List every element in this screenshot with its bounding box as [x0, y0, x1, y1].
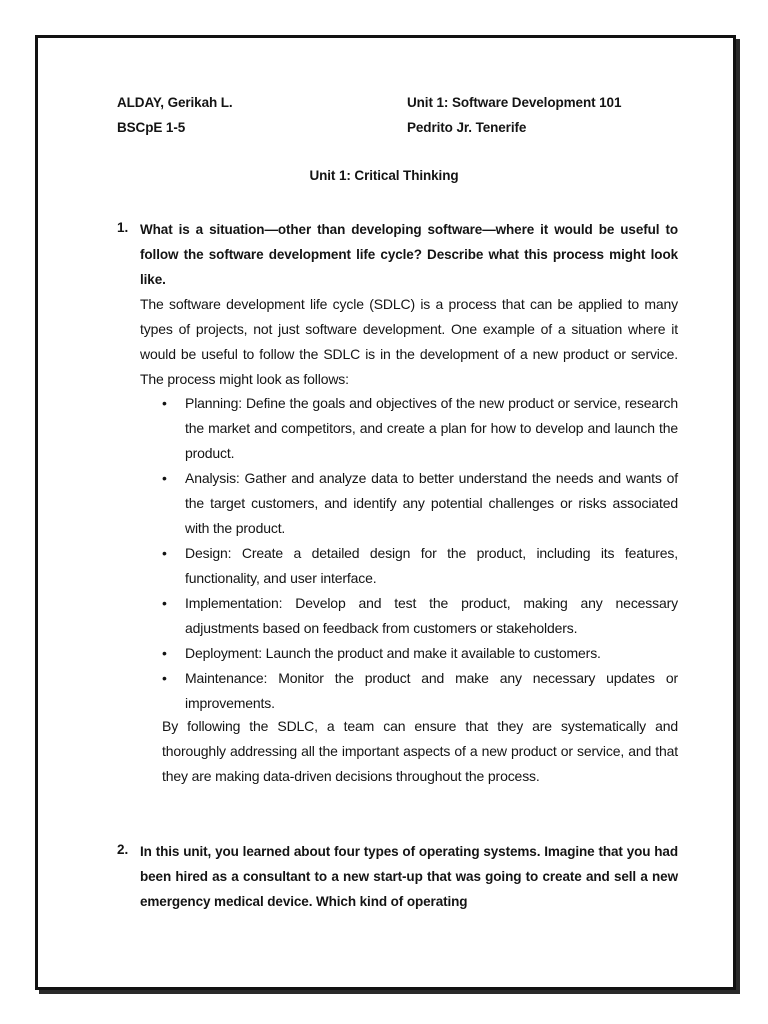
bullet-icon: •: [162, 670, 167, 686]
bullet-icon: •: [162, 595, 167, 611]
list-item-text: Maintenance: Monitor the product and make any necessary updates or improvements.: [185, 670, 678, 711]
answer-1-intro: The software development life cycle (SDLC) is a process that can be applied to many types of projects, not just software development. One example of a situation where it would be useful to follow the SDLC is in the development of a new product or service. The process might look as follows:: [140, 296, 678, 387]
sdlc-phase-list: [162, 391, 678, 716]
list-item-text: Planning: Define the goals and objectives of the new product or service, research the market and competitors, and create a plan for how to develop and launch the product.: [185, 395, 678, 461]
unit-title: Unit 1: Software Development 101: [407, 95, 622, 110]
question-1-number: 1.: [117, 220, 129, 235]
question-2-text: In this unit, you learned about four types of operating systems. Imagine that you had been hired as a consultant to a new start-up that was going to create and sell a new emergency medical device. Which kind of operating: [140, 844, 678, 909]
answer-1-conclusion: By following the SDLC, a team can ensure that they are systematically and thoroughly addressing all the important aspects of a new product or service, and that they are making data-driven decisions throughout the process.: [162, 718, 678, 784]
list-item: [162, 591, 678, 641]
list-item: [162, 466, 678, 541]
question-2-number: 2.: [117, 842, 129, 857]
list-item: [162, 391, 678, 466]
list-item-text: Implementation: Develop and test the product, making any necessary adjustments based on feedback from customers or stakeholders.: [185, 595, 678, 636]
student-name: ALDAY, Gerikah L.: [117, 95, 233, 110]
instructor-name: Pedrito Jr. Tenerife: [407, 120, 527, 135]
bullet-icon: •: [162, 545, 167, 561]
list-item: [162, 541, 678, 591]
bullet-icon: •: [162, 395, 167, 411]
bullet-icon: •: [162, 645, 167, 661]
list-item: [162, 666, 678, 716]
page-title: Unit 1: Critical Thinking: [309, 168, 459, 183]
bullet-icon: •: [162, 470, 167, 486]
list-item: [162, 641, 678, 666]
question-1-text: What is a situation—other than developing software—where it would be useful to follow the software development life cycle? Describe what this process might look like.: [140, 222, 678, 287]
list-item-text: Design: Create a detailed design for the product, including its features, functionality, and user interface.: [185, 545, 678, 586]
list-item-text: Deployment: Launch the product and make it available to customers.: [185, 645, 601, 661]
list-item-text: Analysis: Gather and analyze data to better understand the needs and wants of the target customers, and identify any potential challenges or risks associated with the product.: [185, 470, 678, 536]
student-section: BSCpE 1-5: [117, 120, 186, 135]
